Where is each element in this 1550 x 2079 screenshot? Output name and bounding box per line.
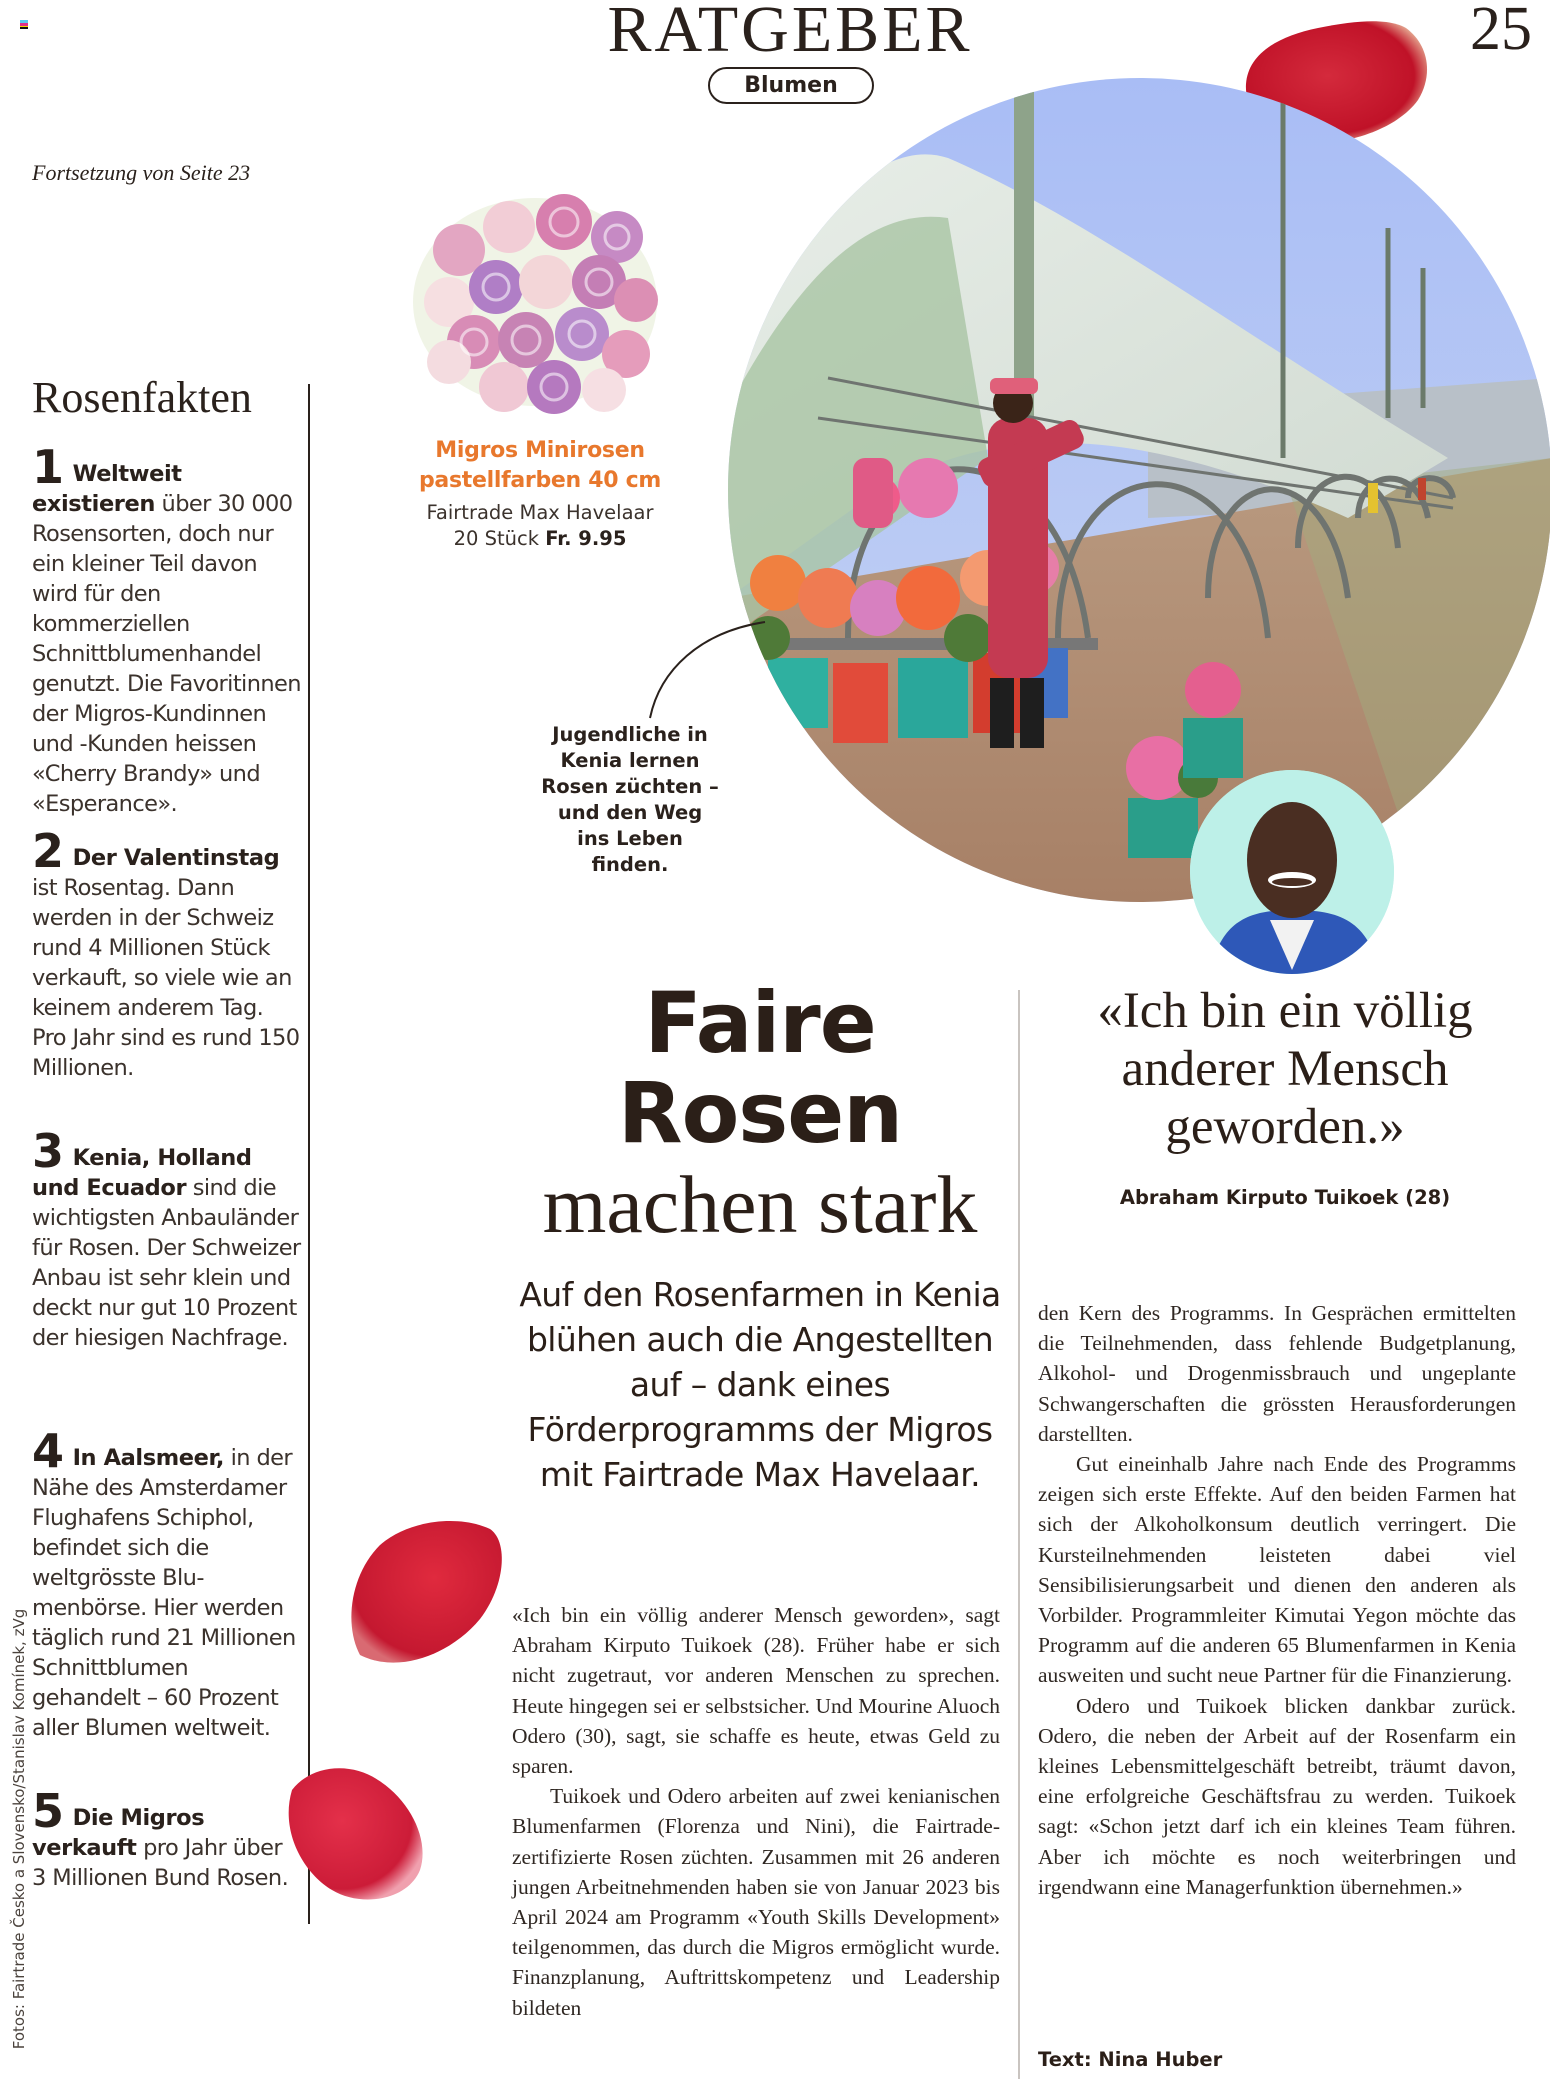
fact-lead: Die Migros verkauft [32,1805,205,1861]
body-paragraph: Tuikoek und Odero arbeiten auf zwei kenianischen Blumenfarmen (Florenza und Nini), die Fairtrade-zertifizierte Rosen züchten. Zusammen mit 26 anderen jungen Arbeitnehmenden haben sie von Januar 2023 bis April 2024 am Programm «Youth Skills Development» teilgenommen, das durch die Migros ermöglicht wurde. Finanzplanung, Auftrittskompetenz und Leadership bildeten [512,1784,1000,2020]
fact-text: pro Jahr über 3 Millionen Bund Rosen. [32,1835,289,1891]
fact-text: sind die wichtigsten Anbauländer für Rosen. Der Schweizer Anbau ist sehr klein und deckt nur gut 10 Prozent der hiesigen Nachfrage. [32,1175,301,1351]
continuation-note: Fortsetzung von Seite 23 [32,160,251,185]
fact-item [32,440,302,819]
article-byline: Text: Nina Huber [1038,2048,1223,2071]
fact-number: 4 [32,1424,63,1478]
caption-pointer-line [640,620,770,720]
product-name [405,436,675,496]
greenhouse-worker-photo [728,78,1550,902]
fact-number: 2 [32,824,63,878]
category-badge: Blumen [708,67,874,104]
product-quantity: 20 Stück [453,527,539,550]
column-divider [1018,990,1020,2079]
article-body-column-2 [1038,1298,1516,1902]
fact-text: in der Nähe des Amsterdamer Flughafens Schiphol, befindet sich die weltgrösste Blumenbörse. Hier werden täglich rund 21 Millionen Schnittblumen gehandelt – 60 Prozent aller Blumen weltweit. [32,1445,296,1741]
fact-lead: Kenia, Holland und Ecuador [32,1145,252,1201]
product-price-line [405,526,675,552]
column-divider [308,384,310,1924]
rose-petal-decoration [340,1515,510,1675]
body-paragraph: den Kern des Programms. In Gesprächen ermittelten die Teilnehmenden, dass fehlende Budgetplanung, Alkohol- und Drogenmissbrauch und ungeplante Schwangerschaften die grössten Herausforderungen darstellten. [1038,1301,1516,1446]
page-number: 25 [1470,0,1532,63]
fact-lead: Weltweit existieren [32,461,182,517]
fact-item [32,1784,302,1893]
fact-number: 1 [32,440,63,494]
article-headline-subline: machen stark [542,1159,978,1250]
photo-caption: Jugendliche in Kenia lernen Rosen züchten – und den Weg ins Leben finden. [541,723,719,876]
product-name-line: pastellfarben 40 cm [418,468,661,493]
fact-number: 5 [32,1784,63,1838]
body-paragraph: Gut eineinhalb Jahre nach Ende des Programms zeigen sich erste Effekte. Auf den beiden Farmen hat sich der Alkoholkonsum deutlich verringert. Die Kursteilnehmenden leisteten dabei viel Sensibilisierungsarbeit und dienen den anderen als Vorbilder. Programmleiter Kimutai Yegon möchte das Programm auf die anderen 65 Blumenfarmen in Kenia ausweiten und sucht neue Partner für die Finanzierung. [1038,1452,1516,1688]
pull-quote: «Ich bin ein völlig anderer Mensch geworden.» [1097,983,1473,1155]
body-paragraph: Odero und Tuikoek blicken dankbar zurück. Odero, die neben der Arbeit auf der Rosenfarm ein kleines Lebensmittelgeschäft betreibt, träumt davon, eine erfolgreiche Geschäftsfrau zu werden. Tuikoek sagt: «Schon jetzt darf ich ein kleines Team führen. Aber ich möchte es noch weiterbringen und irgendwann eine Managerfunktion übernehmen.» [1038,1693,1516,1899]
rose-petal-decoration [282,1760,432,1910]
fact-item [32,1124,302,1353]
fact-item [32,824,302,1083]
product-description [405,500,675,552]
photo-credit: Fotos: Fairtrade Česko a Slovensko/Stanislav Komínek, zVg [10,1608,28,2050]
fact-item [32,1424,302,1743]
body-paragraph: «Ich bin ein völlig anderer Mensch geworden», sagt Abraham Kirputo Tuikoek (28). Früher habe er sich nicht zugetraut, vor anderen Menschen zu sprechen. Heute hingegen sei er selbstsicher. Und Mourine Aluoch Odero (30), sagt, sie schaffe es heute, etwas Geld zu sparen. [512,1603,1000,1779]
headline-line: Rosen [617,1064,903,1162]
fact-text: über 30 000 Rosensorten, doch nur ein kleiner Teil davon wird für den kommerziellen Schnittblumenhandel genutzt. Die Favoritinnen der Migros-Kundinnen und -Kunden heissen «Cherry Brandy» und «Esperance». [32,491,301,817]
article-headline [500,974,1020,1162]
article-body-column-1 [512,1600,1000,2023]
article-lead: Auf den Rosenfarmen in Kenia blühen auch die Angestellten auf – dank eines Förderprogramms der Migros mit Fairtrade Max Havelaar. [519,1275,1001,1494]
product-name-line: Migros Minirosen [435,438,645,463]
sidebar-title: Rosenfakten [32,373,252,422]
rose-bouquet-image [404,182,666,418]
product-price: Fr. 9.95 [545,527,627,550]
headline-line: Faire [644,974,876,1072]
fact-lead: In Aalsmeer, [72,1445,225,1471]
fact-text: ist Rosentag. Dann werden in der Schweiz rund 4 Millionen Stück verkauft, so viele wie an keinem anderem Tag. Pro Jahr sind es rund 150 Millionen. [32,875,300,1081]
section-title: RATGEBER [607,0,973,66]
pull-quote-author: Abraham Kirputo Tuikoek (28) [1119,1186,1451,1209]
fact-lead: Der Valentinstag [72,845,280,871]
fact-number: 3 [32,1124,63,1178]
product-label: Fairtrade Max Havelaar [426,501,654,524]
print-registration-mark [20,20,28,29]
portrait-photo [1190,770,1394,974]
